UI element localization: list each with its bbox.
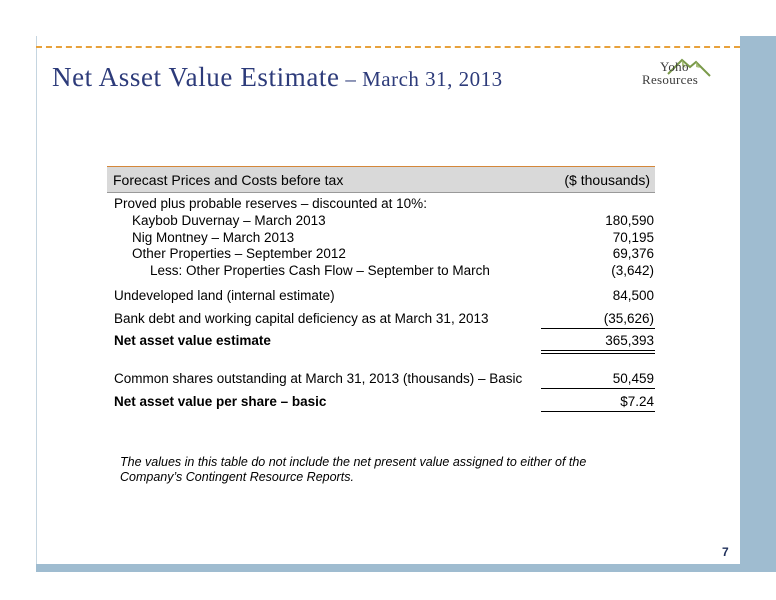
title-date: – March 31, 2013 [339, 67, 503, 91]
row-value: 70,195 [612, 230, 654, 245]
section-label-reserves: Proved plus probable reserves – discounted at 10%: [114, 196, 427, 211]
bank-debt-value: (35,626) [603, 311, 654, 326]
total-double-rule [541, 350, 655, 354]
logo-line-1: Yoho [660, 59, 689, 74]
subtotal-rule [541, 328, 655, 329]
left-frame-line [36, 36, 37, 564]
company-logo [642, 60, 722, 86]
row-value: 69,376 [612, 246, 654, 261]
bottom-frame-bar [36, 564, 776, 572]
logo-line-2: Resources [642, 72, 699, 87]
footnote: The values in this table do not include the net present value assigned to either of the Company’s Contingent Resource Reports. [120, 455, 587, 484]
nav-per-share-label: Net asset value per share – basic [114, 394, 327, 409]
nav-per-share-value: $7.24 [620, 394, 654, 409]
shares-outstanding-value: 50,459 [612, 371, 654, 386]
title-main: Net Asset Value Estimate [52, 62, 340, 92]
shares-rule [541, 388, 655, 389]
row-label: Other Properties – September 2012 [132, 246, 346, 261]
page-title [52, 62, 503, 93]
table-header [107, 166, 655, 193]
row-label: Less: Other Properties Cash Flow – September to March [150, 263, 490, 278]
bank-debt-label: Bank debt and working capital deficiency as at March 31, 2013 [114, 311, 489, 326]
shares-outstanding-label: Common shares outstanding at March 31, 2013 (thousands) – Basic [114, 371, 523, 386]
right-frame-bar [740, 36, 776, 564]
nav-estimate-value: 365,393 [605, 333, 654, 348]
row-label: Nig Montney – March 2013 [132, 230, 295, 245]
page-number: 7 [722, 545, 729, 559]
nav-estimate-label: Net asset value estimate [114, 333, 271, 348]
top-dashed-divider [36, 46, 740, 48]
row-label: Kaybob Duvernay – March 2013 [132, 213, 326, 228]
row-value: (3,642) [611, 263, 654, 278]
table-header-label: Forecast Prices and Costs before tax [113, 172, 344, 188]
undeveloped-land-label: Undeveloped land (internal estimate) [114, 288, 335, 303]
table-header-unit: ($ thousands) [564, 172, 650, 188]
row-value: 180,590 [605, 213, 654, 228]
per-share-rule [541, 411, 655, 412]
undeveloped-land-value: 84,500 [612, 288, 654, 303]
